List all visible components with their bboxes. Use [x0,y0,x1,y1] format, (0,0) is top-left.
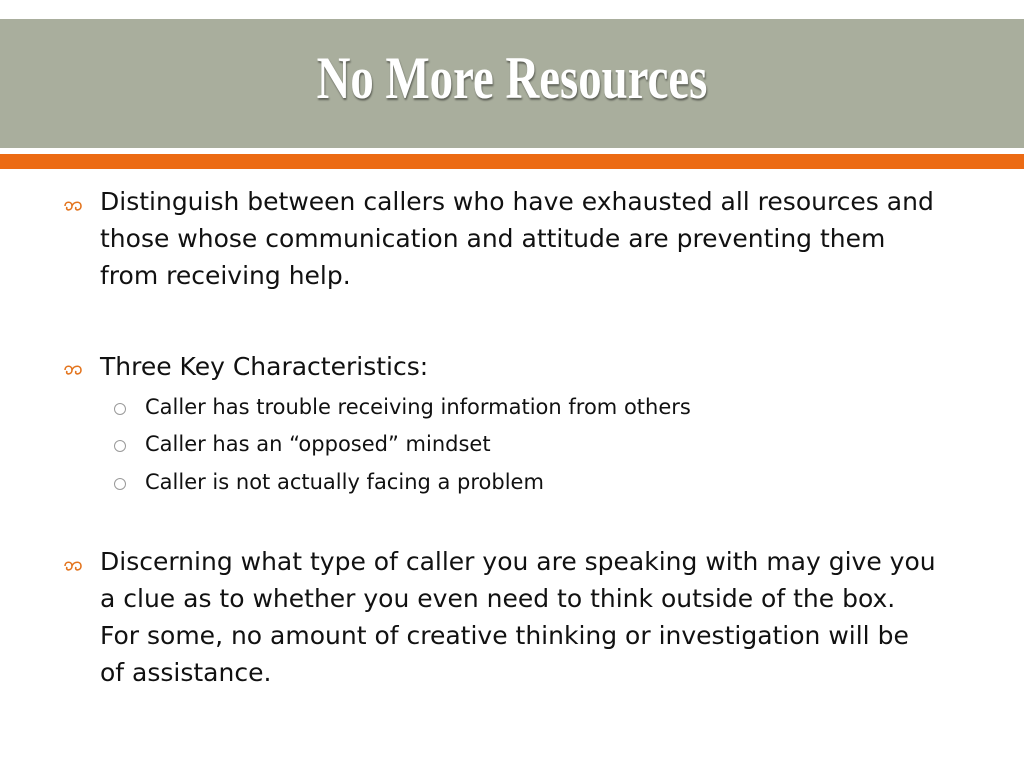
curl-bullet-icon [62,198,92,214]
hollow-circle-icon [114,440,126,452]
curl-bullet-icon [62,362,92,378]
sub-bullet-text: Caller is not actually facing a problem [145,470,544,494]
bullet-text: Discerning what type of caller you are speaking with may give you a clue as to whether you even need to think outside of the box. For some, no amount of creative thinking or investigation will be of assistance. [100,547,936,687]
curl-bullet-icon [62,558,92,574]
sub-bullet-text: Caller has trouble receiving information from others [145,395,691,419]
sub-bullet-text: Caller has an “opposed” mindset [145,432,491,456]
hollow-circle-icon [114,478,126,490]
bullet-text: Distinguish between callers who have exhausted all resources and those whose communication and attitude are preventing them from receiving help. [100,187,934,290]
hollow-circle-icon [114,403,126,415]
bullet-text: Three Key Characteristics: [100,352,429,381]
slide-title: No More Resources [316,45,708,111]
